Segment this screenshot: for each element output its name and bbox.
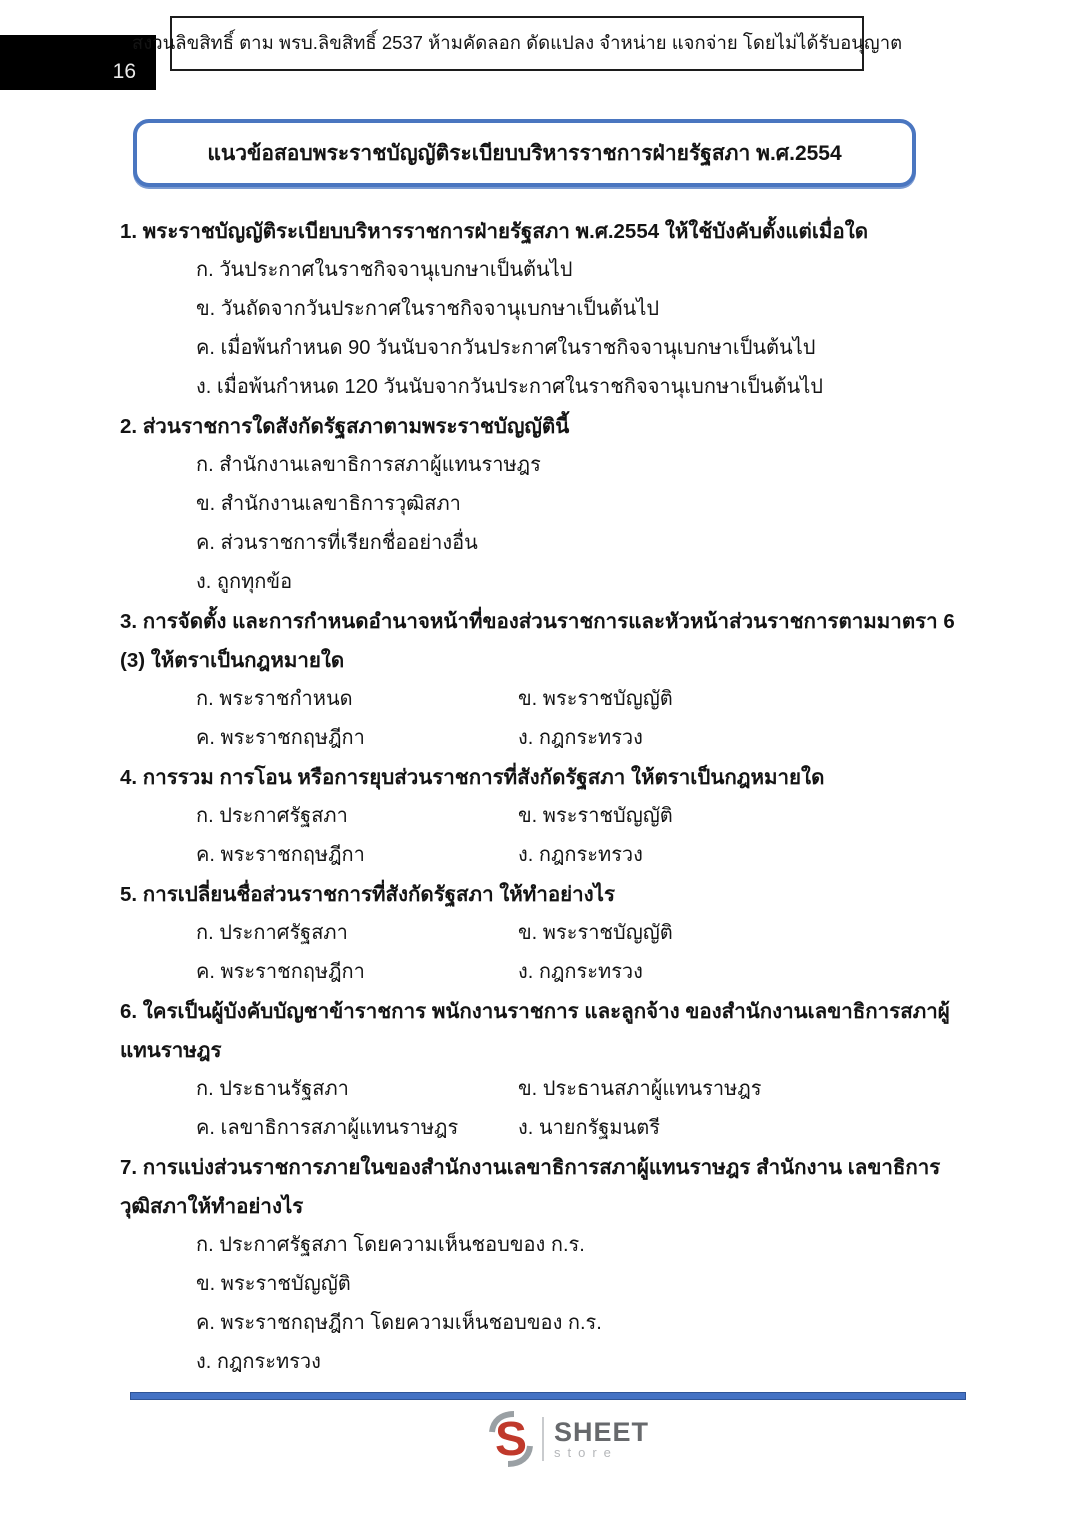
option-item: ก. ประธานรัฐสภา [196, 1078, 349, 1100]
options-grid [196, 1070, 968, 1148]
question-block-2 [120, 407, 968, 602]
option-item: ก. สำนักงานเลขาธิการสภาผู้แทนราษฎร [196, 454, 541, 476]
page-title: แนวข้อสอบพระราชบัญญัติระเบียบบริหารราชการฝ่ายรัฐสภา พ.ศ.2554 [207, 141, 842, 165]
option-item: ง. กฎกระทรวง [518, 844, 643, 866]
question-block-5 [120, 875, 968, 992]
question-block-6 [120, 992, 968, 1148]
option-item: ค. ส่วนราชการที่เรียกชื่ออย่างอื่น [196, 532, 478, 554]
question-text: 6. ใครเป็นผู้บังคับบัญชาข้าราชการ พนักงานราชการ และลูกจ้าง ของสำนักงานเลขาธิการสภาผู้แทนราษฎร [120, 1000, 950, 1062]
option-item: ข. พระราชบัญญัติ [196, 1273, 351, 1295]
option-item: ง. กฎกระทรวง [196, 1351, 321, 1373]
options-list [120, 251, 968, 407]
options-list [120, 446, 968, 602]
options-grid [196, 680, 968, 758]
option-item: ก. ประกาศรัฐสภา [196, 922, 348, 944]
copyright-text: สงวนลิขสิทธิ์ ตาม พรบ.ลิขสิทธิ์ 2537 ห้ามคัดลอก ดัดแปลง จำหน่าย แจกจ่าย โดยไม่ได้รับอนุญาต [131, 32, 903, 53]
question-block-3 [120, 602, 968, 758]
option-item: ก. ประกาศรัฐสภา โดยความเห็นชอบของ ก.ร. [196, 1234, 585, 1256]
logo-divider [542, 1417, 544, 1461]
question-text: 5. การเปลี่ยนชื่อส่วนราชการที่สังกัดรัฐสภา ให้ทำอย่างไร [120, 883, 615, 906]
options-grid [196, 797, 968, 875]
logo-wordmark: SHEET [554, 1417, 650, 1447]
option-item: ง. นายกรัฐมนตรี [518, 1117, 660, 1139]
questions-section [120, 212, 968, 1382]
sheet-store-logo [488, 1410, 649, 1468]
footer-divider [130, 1392, 966, 1400]
option-item: ก. ประกาศรัฐสภา [196, 805, 348, 827]
option-item: ข. ประธานสภาผู้แทนราษฎร [518, 1078, 762, 1100]
options-list [120, 1226, 968, 1382]
question-text: 2. ส่วนราชการใดสังกัดรัฐสภาตามพระราชบัญญัตินี้ [120, 415, 570, 438]
option-item: ค. พระราชกฤษฎีกา โดยความเห็นชอบของ ก.ร. [196, 1312, 602, 1334]
option-item: ข. สำนักงานเลขาธิการวุฒิสภา [196, 493, 461, 515]
option-item: ง. กฎกระทรวง [518, 961, 643, 983]
question-text: 4. การรวม การโอน หรือการยุบส่วนราชการที่สังกัดรัฐสภา ให้ตราเป็นกฎหมายใด [120, 766, 825, 789]
question-text: 3. การจัดตั้ง และการกำหนดอำนาจหน้าที่ของส่วนราชการและหัวหน้าส่วนราชการตามมาตรา 6 (3) ให้ตราเป็นกฎหมายใด [120, 610, 955, 672]
option-item: ค. พระราชกฤษฎีกา [196, 844, 365, 866]
option-item: ค. พระราชกฤษฎีกา [196, 961, 365, 983]
options-grid [196, 914, 968, 992]
page-number: 16 [112, 60, 136, 83]
option-item: ก. พระราชกำหนด [196, 688, 353, 710]
title-box [133, 119, 916, 187]
option-item: ข. พระราชบัญญัติ [518, 922, 673, 944]
question-text: 7. การแบ่งส่วนราชการภายในของสำนักงานเลขาธิการสภาผู้แทนราษฎร สำนักงาน เลขาธิการวุฒิสภาให้ทำอย่างไร [120, 1156, 941, 1218]
question-block-4 [120, 758, 968, 875]
option-item: ข. พระราชบัญญัติ [518, 805, 673, 827]
question-block-1 [120, 212, 968, 407]
option-item: ง. ถูกทุกข้อ [196, 571, 293, 593]
option-item: ข. พระราชบัญญัติ [518, 688, 673, 710]
svg-text:S: S [494, 1413, 528, 1466]
option-item: ง. เมื่อพ้นกำหนด 120 วันนับจากวันประกาศในราชกิจจานุเบกษาเป็นต้นไป [196, 376, 823, 398]
option-item: ง. กฎกระทรวง [518, 727, 643, 749]
option-item: ค. พระราชกฤษฎีกา [196, 727, 365, 749]
question-text: 1. พระราชบัญญัติระเบียบบริหารราชการฝ่ายรัฐสภา พ.ศ.2554 ให้ใช้บังคับตั้งแต่เมื่อใด [120, 220, 869, 243]
copyright-box [131, 16, 903, 71]
option-item: ก. วันประกาศในราชกิจจานุเบกษาเป็นต้นไป [196, 259, 573, 281]
sheet-store-s-icon [488, 1410, 534, 1468]
option-item: ข. วันถัดจากวันประกาศในราชกิจจานุเบกษาเป็นต้นไป [196, 298, 660, 320]
option-item: ค. เมื่อพ้นกำหนด 90 วันนับจากวันประกาศในราชกิจจานุเบกษาเป็นต้นไป [196, 337, 816, 359]
logo-text [554, 1418, 649, 1460]
logo-subtitle: store [554, 1445, 618, 1460]
option-item: ค. เลขาธิการสภาผู้แทนราษฎร [196, 1117, 459, 1139]
question-block-7 [120, 1148, 968, 1382]
